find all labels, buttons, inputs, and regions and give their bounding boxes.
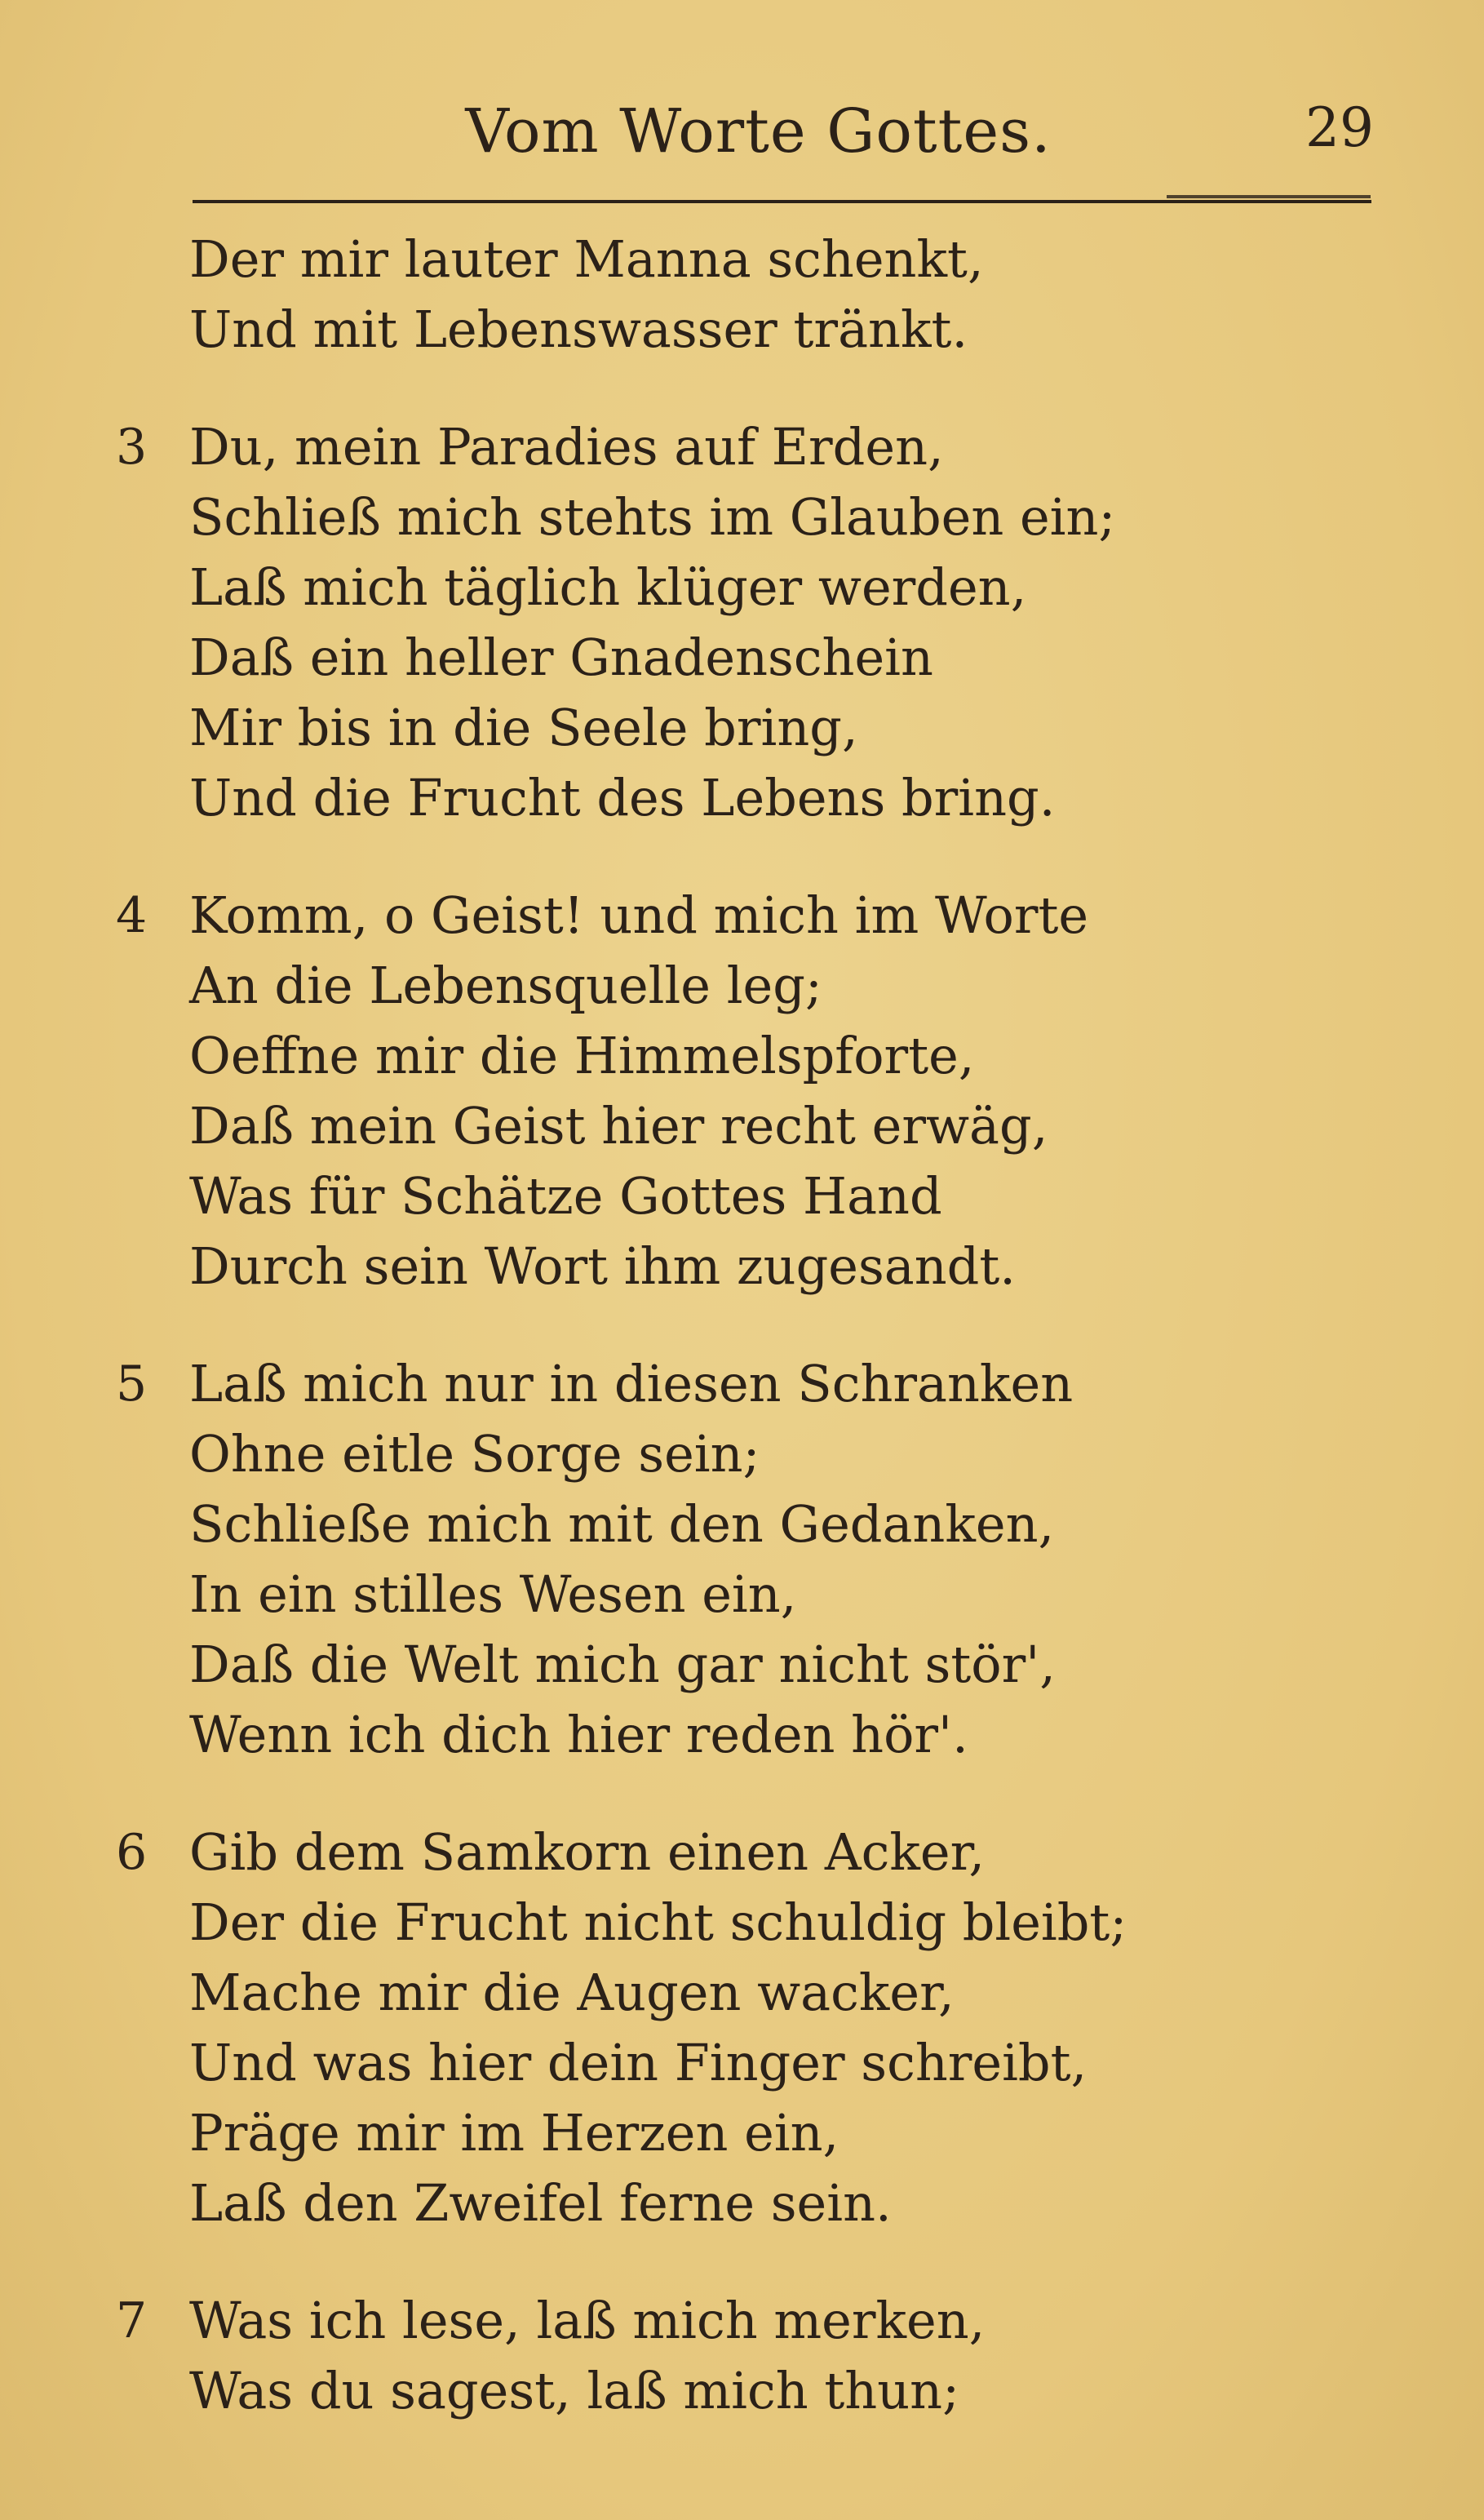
stanza-5 — [0, 1349, 1484, 1770]
verse-line: Gib dem Samkorn einen Acker, — [189, 1822, 986, 1882]
verse-line: Oeffne mir die Himmelspforte, — [189, 1026, 975, 1085]
verse-line: Ohne eitle Sorge sein; — [189, 1424, 760, 1484]
verse-line: Laß mich täglich klüger werden, — [189, 557, 1027, 617]
stanza-6 — [0, 1817, 1484, 2238]
verse-line: In ein stilles Wesen ein, — [189, 1564, 797, 1624]
verse-line: Der die Frucht nicht schuldig bleibt; — [189, 1892, 1127, 1952]
page-number: 29 — [1305, 96, 1374, 159]
stanza-7 — [0, 2286, 1484, 2426]
verse-line: Daß mein Geist hier recht erwäg, — [189, 1096, 1048, 1156]
hymn-text — [0, 224, 1484, 2473]
verse-line: Was ich lese, laß mich merken, — [189, 2291, 986, 2350]
stanza-number: 6 — [116, 1824, 148, 1881]
verse-line: Der mir lauter Manna schenkt, — [189, 229, 984, 289]
verse-line: Laß den Zweifel ferne sein. — [189, 2173, 892, 2233]
verse-line: An die Lebensquelle leg; — [189, 956, 822, 1015]
verse-line: Schließ mich stehts im Glauben ein; — [189, 487, 1116, 547]
verse-line: Mache mir die Augen wacker, — [189, 1963, 955, 2022]
verse-line: Und mit Lebenswasser tränkt. — [189, 299, 968, 359]
verse-line: Wenn ich dich hier reden hör'. — [189, 1705, 968, 1764]
stanza-3 — [0, 412, 1484, 833]
header-rule-ornament — [1167, 195, 1371, 198]
stanza-number: 3 — [116, 419, 148, 476]
verse-line: Schließe mich mit den Gedanken, — [189, 1494, 1055, 1554]
verse-line: Komm, o Geist! und mich im Worte — [189, 885, 1089, 945]
verse-line: Daß ein heller Gnadenschein — [189, 628, 933, 687]
stanza-continuation — [0, 224, 1484, 365]
verse-line: Durch sein Wort ihm zugesandt. — [189, 1236, 1016, 1296]
stanza-number: 7 — [116, 2292, 148, 2349]
running-header-title: Vom Worte Gottes. — [465, 96, 1052, 166]
verse-line: Und was hier dein Finger schreibt, — [189, 2033, 1088, 2092]
header-rule — [193, 200, 1371, 203]
verse-line: Daß die Welt mich gar nicht stör', — [189, 1635, 1056, 1694]
verse-line: Und die Frucht des Lebens bring. — [189, 768, 1056, 827]
verse-line: Was du sagest, laß mich thun; — [189, 2361, 959, 2420]
verse-line: Mir bis in die Seele bring, — [189, 698, 858, 757]
verse-line: Laß mich nur in diesen Schranken — [189, 1354, 1074, 1413]
verse-line: Präge mir im Herzen ein, — [189, 2103, 839, 2163]
stanza-4 — [0, 881, 1484, 1302]
verse-line: Was für Schätze Gottes Hand — [189, 1166, 942, 1226]
stanza-number: 5 — [116, 1355, 148, 1413]
verse-line: Du, mein Paradies auf Erden, — [189, 417, 944, 477]
stanza-number: 4 — [116, 887, 148, 944]
